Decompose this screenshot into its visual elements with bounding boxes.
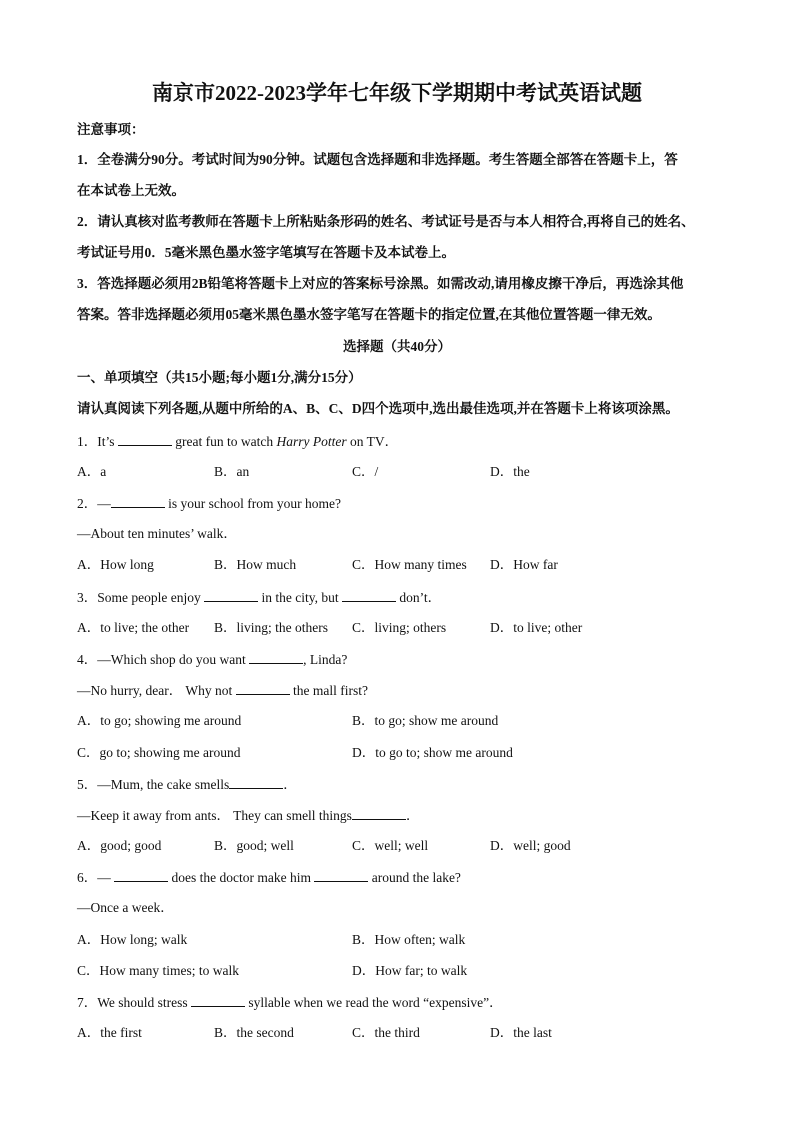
question-3: 3．Some people enjoy in the city, but don’t． [77,590,442,605]
answer-blank [249,650,303,664]
option-b: B．an [214,464,250,479]
question-6: 6．— does the doctor make him around the lake? [77,870,461,885]
notice-item-3: 3．答选择题必须用2B铅笔将答题卡上对应的答案标号涂黑。如需改动,请用橡皮擦干净后，再选涂其他 [77,276,684,291]
option-b: B．the second [214,1025,294,1040]
option-c: C．go to; showing me around [77,745,241,760]
notice-item-1-cont: 在本试卷上无效。 [77,183,185,198]
answer-blank [314,868,368,882]
question-4-reply: —No hurry, dear． Why not the mall first? [77,683,368,698]
option-b: B．living; the others [214,620,328,635]
answer-blank [352,806,406,820]
notice-item-2: 2．请认真核对监考教师在答题卡上所粘贴条形码的姓名、考试证号是否与本人相符合,再将自己的姓名、 [77,214,695,229]
answer-blank [204,588,258,602]
notice-item-1: 1．全卷满分90分。考试时间为90分钟。试题包含选择题和非选择题。考生答题全部答在答题卡上，答 [77,152,678,167]
option-a: A．How long; walk [77,932,188,947]
part1-instruction: 请认真阅读下列各题,从题中所给的A、B、C、D四个选项中,选出最佳选项,并在答题卡上将该项涂黑。 [77,401,679,416]
page-title: 南京市2022-2023学年七年级下学期期中考试英语试题 [152,81,642,105]
option-c: C．well; well [352,838,429,853]
option-b: B．good; well [214,838,294,853]
answer-blank [111,494,165,508]
option-c: C．/ [352,464,379,479]
answer-blank [114,868,168,882]
question-5: 5．—Mum, the cake smells ． [77,777,297,792]
part1-heading: 一、单项填空（共15小题;每小题1分,满分15分） [77,370,362,385]
option-d: D．to live; other [490,620,583,635]
question-1: 1．It’s great fun to watch Harry Potter on TV． [77,434,399,449]
option-b: B．How often; walk [352,932,466,947]
option-d: D．to go to; show me around [352,745,513,760]
question-5-reply: —Keep it away from ants． They can smell things ． [77,808,420,823]
question-4: 4．—Which shop do you want , Linda? [77,652,348,667]
section-title: 选择题（共40分） [343,339,451,354]
option-d: D．the [490,464,530,479]
option-a: A．the first [77,1025,142,1040]
answer-blank [342,588,396,602]
option-d: D．the last [490,1025,552,1040]
notice-heading: 注意事项： [77,122,145,137]
option-b: B．to go; show me around [352,713,499,728]
question-6-reply: —Once a week． [77,900,174,915]
answer-blank [118,432,172,446]
option-c: C．How many times [352,557,467,572]
option-d: D．well; good [490,838,571,853]
option-b: B．How much [214,557,297,572]
option-a: A．good; good [77,838,162,853]
option-c: C．the third [352,1025,420,1040]
question-2: 2．— is your school from your home? [77,496,341,511]
option-a: A．How long [77,557,154,572]
option-a: A．a [77,464,107,479]
notice-item-3-cont: 答案。答非选择题必须用05毫米黑色墨水签字笔写在答题卡的指定位置,在其他位置答题一律无效。 [77,307,661,322]
answer-blank [191,993,245,1007]
option-d: D．How far [490,557,558,572]
option-a: A．to go; showing me around [77,713,242,728]
answer-blank [236,681,290,695]
question-7: 7．We should stress syllable when we read the word “expensive”． [77,995,503,1010]
option-d: D．How far; to walk [352,963,468,978]
option-c: C．living; others [352,620,447,635]
option-c: C．How many times; to walk [77,963,239,978]
answer-blank [229,775,283,789]
option-a: A．to live; the other [77,620,190,635]
notice-item-2-cont: 考试证号用0．5毫米黑色墨水签字笔填写在答题卡及本试卷上。 [77,245,455,260]
question-2-reply: —About ten minutes’ walk． [77,526,237,541]
